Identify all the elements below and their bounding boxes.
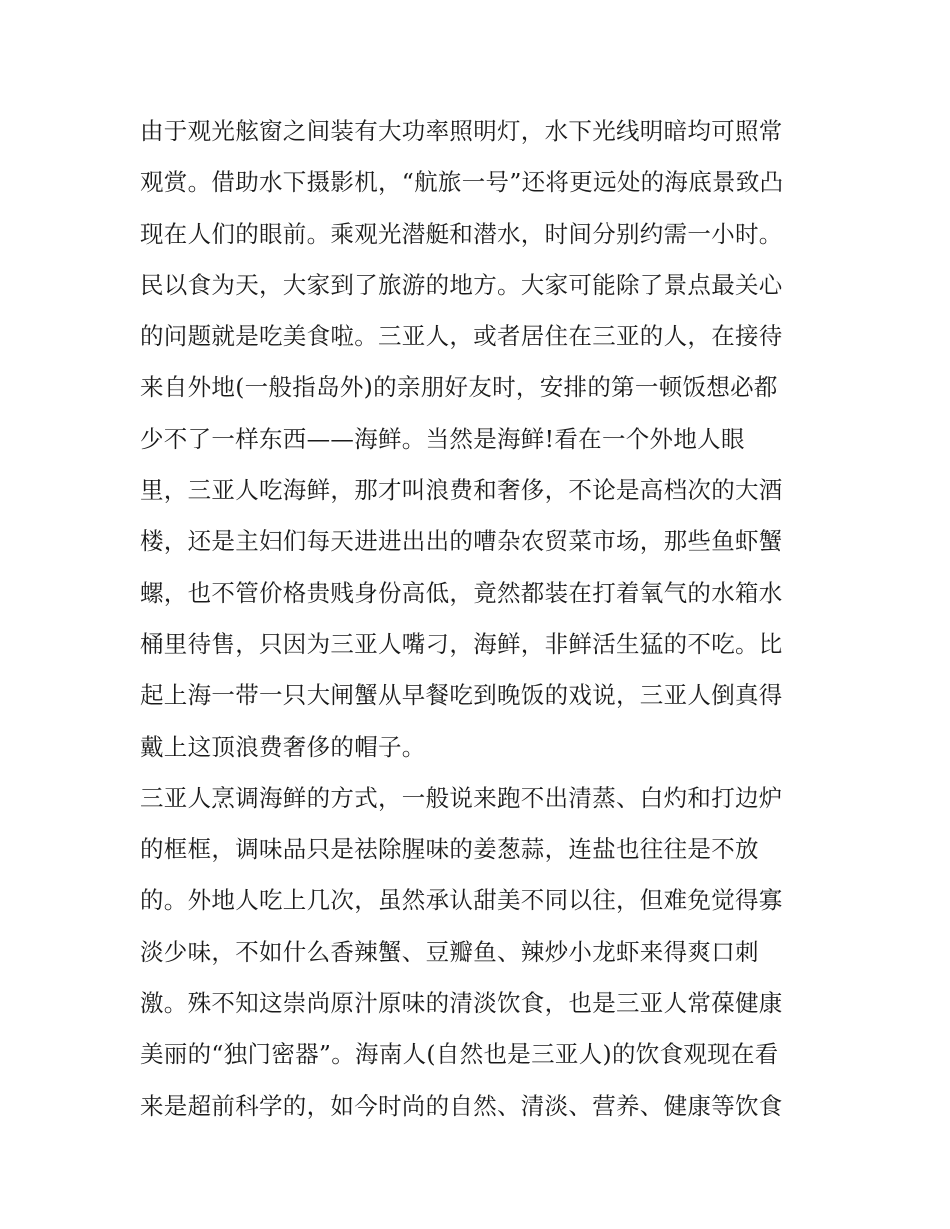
text-line: 来是超前科学的，如今时尚的自然、清淡、营养、健康等饮食 [140,1091,783,1120]
text-line: 里，三亚人吃海鲜，那才叫浪费和奢侈，不论是高档次的大酒 [140,476,783,505]
text-line: 的问题就是吃美食啦。三亚人，或者居住在三亚的人，在接待 [140,322,783,351]
text-line: 美丽的“独门密器”。海南人(自然也是三亚人)的饮食观现在看 [140,1040,779,1069]
text-line: 桶里待售，只因为三亚人嘴刁，海鲜，非鲜活生猛的不吃。比 [140,629,783,658]
text-line: 观赏。借助水下摄影机，“航旅一号”还将更远处的海底景致凸 [140,168,784,197]
text-line: 的。外地人吃上几次，虽然承认甜美不同以往，但难免觉得寡 [140,886,783,915]
body-text [140,106,820,1132]
text-line: 螺，也不管价格贵贱身份高低，竟然都装在打着氧气的水箱水 [140,578,783,607]
text-line: 起上海一带一只大闸蟹从早餐吃到晚饭的戏说，三亚人倒真得 [140,681,783,710]
text-line: 现在人们的眼前。乘观光潜艇和潜水，时间分别约需一小时。 [140,219,783,248]
text-line: 三亚人烹调海鲜的方式，一般说来跑不出清蒸、白灼和打边炉 [140,783,783,812]
text-line: 淡少味，不如什么香辣蟹、豆瓣鱼、辣炒小龙虾来得爽口刺 [140,937,759,966]
text-line: 民以食为天，大家到了旅游的地方。大家可能除了景点最关心 [140,270,783,299]
text-line: 激。殊不知这崇尚原汁原味的清淡饮食，也是三亚人常葆健康 [140,989,783,1018]
text-line: 楼，还是主妇们每天进进出出的嘈杂农贸菜市场，那些鱼虾蟹 [140,527,783,556]
text-line: 少不了一样东西——海鲜。当然是海鲜!看在一个外地人眼 [140,424,745,453]
text-line: 戴上这顶浪费奢侈的帽子。 [140,732,426,761]
text-line: 由于观光舷窗之间装有大功率照明灯，水下光线明暗均可照常 [140,117,783,145]
text-line: 来自外地(一般指岛外)的亲朋好友时，安排的第一顿饭想必都 [140,373,778,402]
text-line: 的框框，调味品只是祛除腥味的姜葱蒜，连盐也往往是不放 [140,835,759,864]
